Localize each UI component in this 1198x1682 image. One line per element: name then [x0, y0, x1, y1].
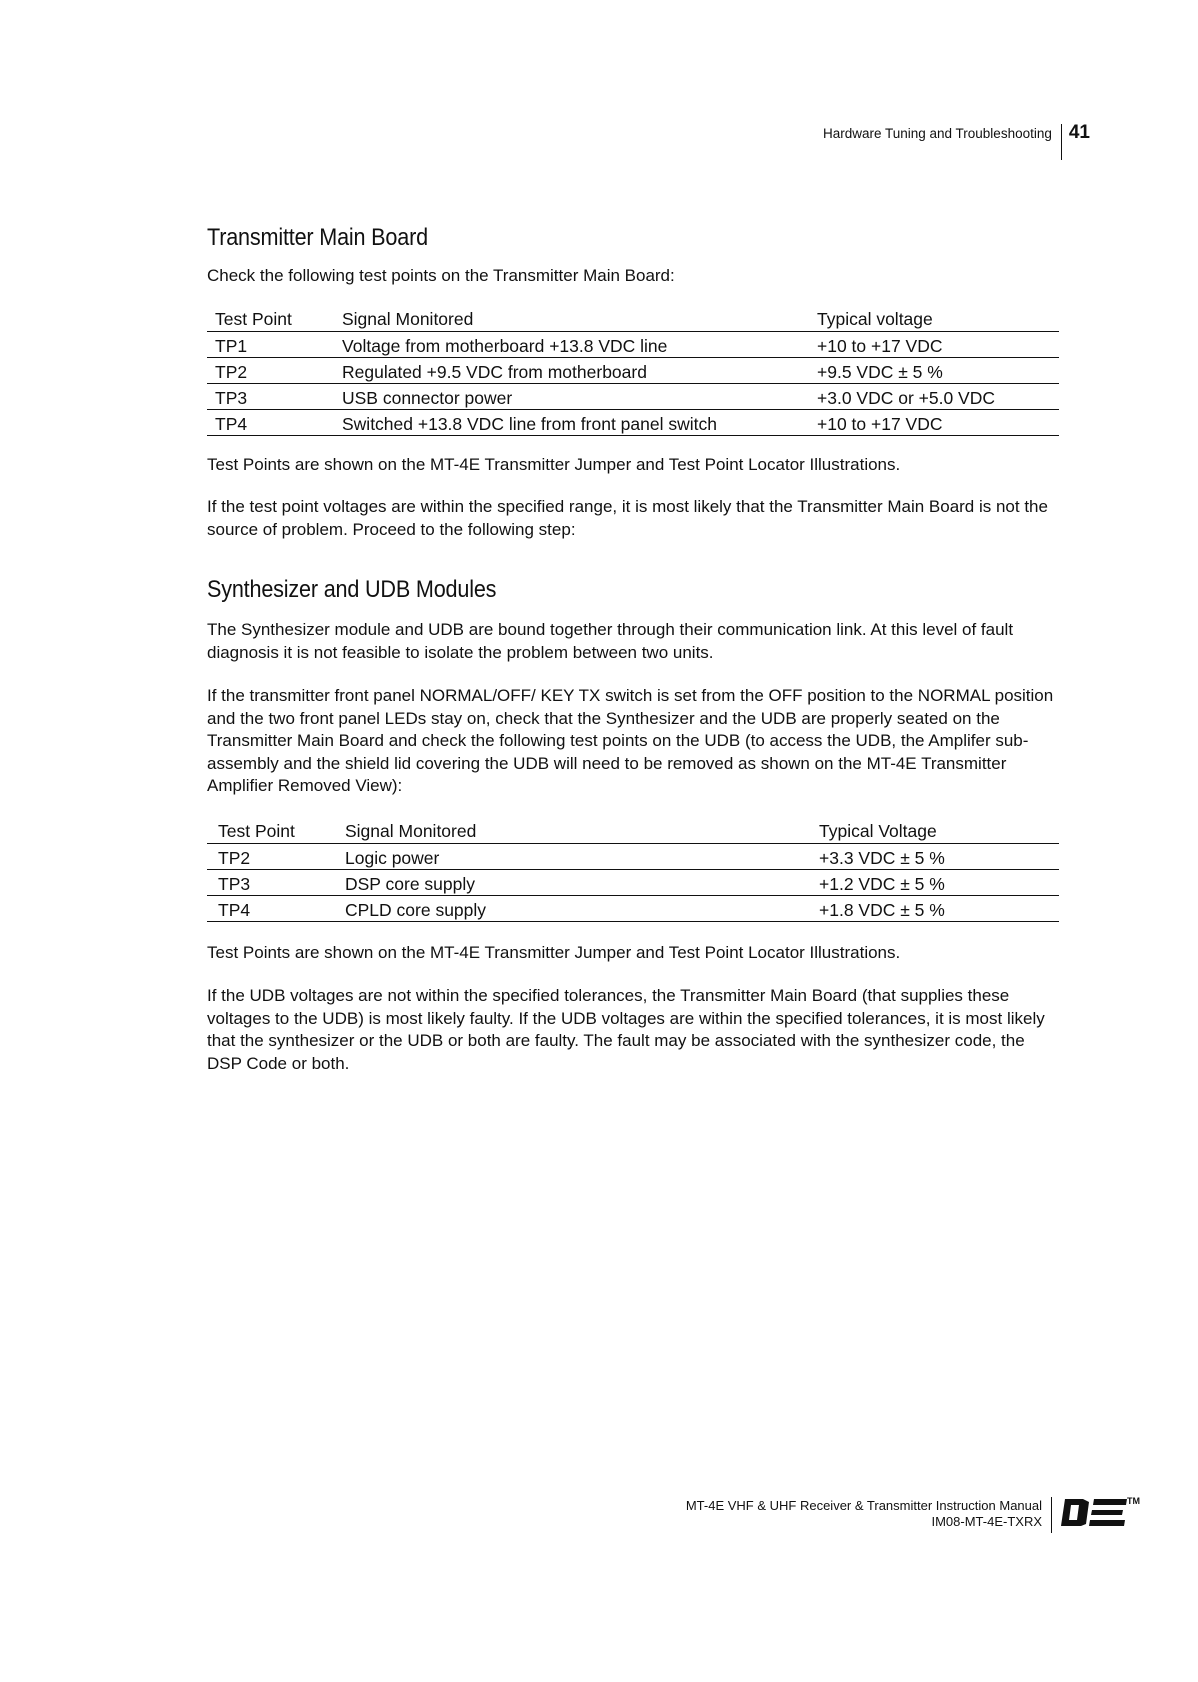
document-code: IM08-MT-4E-TXRX	[931, 1514, 1042, 1529]
cell-signal: Switched +13.8 VDC line from front panel switch	[342, 409, 817, 435]
cell-test-point: TP2	[207, 357, 342, 383]
table-row	[207, 843, 1059, 869]
table-header-row	[207, 818, 1059, 844]
page-footer	[560, 1494, 1140, 1533]
cell-test-point: TP3	[207, 383, 342, 409]
cell-signal: DSP core supply	[345, 869, 819, 895]
section2-note: Test Points are shown on the MT-4E Transmitter Jumper and Test Point Locator Illustrations.	[207, 942, 901, 962]
section1-intro: Check the following test points on the Transmitter Main Board:	[207, 266, 675, 285]
section-heading-synthesizer-udb: Synthesizer and UDB Modules	[207, 576, 497, 603]
table-row	[207, 869, 1059, 895]
cell-test-point: TP4	[207, 409, 342, 435]
cell-signal: CPLD core supply	[345, 895, 819, 921]
cell-test-point: TP4	[207, 895, 345, 921]
trademark-symbol: TM	[1127, 1496, 1140, 1506]
column-header-test-point: Test Point	[207, 818, 345, 844]
cell-voltage: +9.5 VDC ± 5 %	[817, 357, 1059, 383]
header-section-title: Hardware Tuning and Troubleshooting	[822, 126, 1052, 141]
footer-divider	[1051, 1497, 1052, 1533]
page-content	[207, 224, 1059, 1075]
section1-paragraph: If the test point voltages are within the specified range, it is most likely that the Transmitter Main Board is not the source of problem. Proceed to the following step:	[207, 497, 1048, 539]
section1-note: Test Points are shown on the MT-4E Transmitter Jumper and Test Point Locator Illustrations.	[207, 454, 901, 474]
column-header-test-point: Test Point	[207, 306, 342, 332]
column-header-voltage: Typical voltage	[817, 306, 1059, 332]
manual-title: MT-4E VHF & UHF Receiver & Transmitter Instruction Manual	[685, 1498, 1042, 1513]
cell-voltage: +3.3 VDC ± 5 %	[819, 843, 1059, 869]
cell-voltage: +1.2 VDC ± 5 %	[819, 869, 1059, 895]
cell-voltage: +10 to +17 VDC	[817, 409, 1059, 435]
table-row	[207, 383, 1059, 409]
column-header-voltage: Typical Voltage	[819, 818, 1059, 844]
cell-voltage: +3.0 VDC or +5.0 VDC	[817, 383, 1059, 409]
table-row	[207, 357, 1059, 383]
page-number: 41	[1068, 122, 1090, 143]
de-logo-icon	[1061, 1497, 1127, 1527]
udb-test-point-table	[207, 818, 1059, 922]
cell-voltage: +1.8 VDC ± 5 %	[819, 895, 1059, 921]
transmitter-test-point-table	[207, 306, 1059, 436]
cell-test-point: TP3	[207, 869, 345, 895]
cell-signal: Logic power	[345, 843, 819, 869]
table-row	[207, 331, 1059, 357]
table-row	[207, 895, 1059, 921]
column-header-signal: Signal Monitored	[345, 818, 819, 844]
column-header-signal: Signal Monitored	[342, 306, 817, 332]
cell-signal: Voltage from motherboard +13.8 VDC line	[342, 331, 817, 357]
table-header-row	[207, 306, 1059, 332]
cell-test-point: TP1	[207, 331, 342, 357]
table-row	[207, 409, 1059, 435]
footer-text-block	[686, 1494, 1042, 1530]
header-divider	[1061, 124, 1062, 160]
section2-paragraph-2: If the transmitter front panel NORMAL/OFF/ KEY TX switch is set from the OFF position to the NORMAL position and the two front panel LEDs stay on, check that the Synthesizer and the UDB are properly seated on the Transmitter Main Board and check the following test points on the UDB (to access the UDB, the Amplifer sub-assembly and the shield lid covering the UDB will need to be removed as shown on the MT-4E Transmitter Amplifier Removed View):	[207, 686, 1054, 795]
section-heading-transmitter-main-board: Transmitter Main Board	[207, 224, 428, 251]
cell-test-point: TP2	[207, 843, 345, 869]
section2-paragraph-3: If the UDB voltages are not within the specified tolerances, the Transmitter Main Board (that supplies these voltages to the UDB) is most likely faulty. If the UDB voltages are within the specified tolerances, it is most likely that the synthesizer or the UDB or both are faulty. The fault may be associated with the synthesizer code, the DSP Code or both.	[207, 986, 1045, 1073]
page-header	[780, 122, 1090, 160]
section2-paragraph-1: The Synthesizer module and UDB are bound together through their communication link. At this level of fault diagnosis it is not feasible to isolate the problem between two units.	[207, 620, 1014, 662]
cell-voltage: +10 to +17 VDC	[817, 331, 1059, 357]
cell-signal: Regulated +9.5 VDC from motherboard	[342, 357, 817, 383]
cell-signal: USB connector power	[342, 383, 817, 409]
